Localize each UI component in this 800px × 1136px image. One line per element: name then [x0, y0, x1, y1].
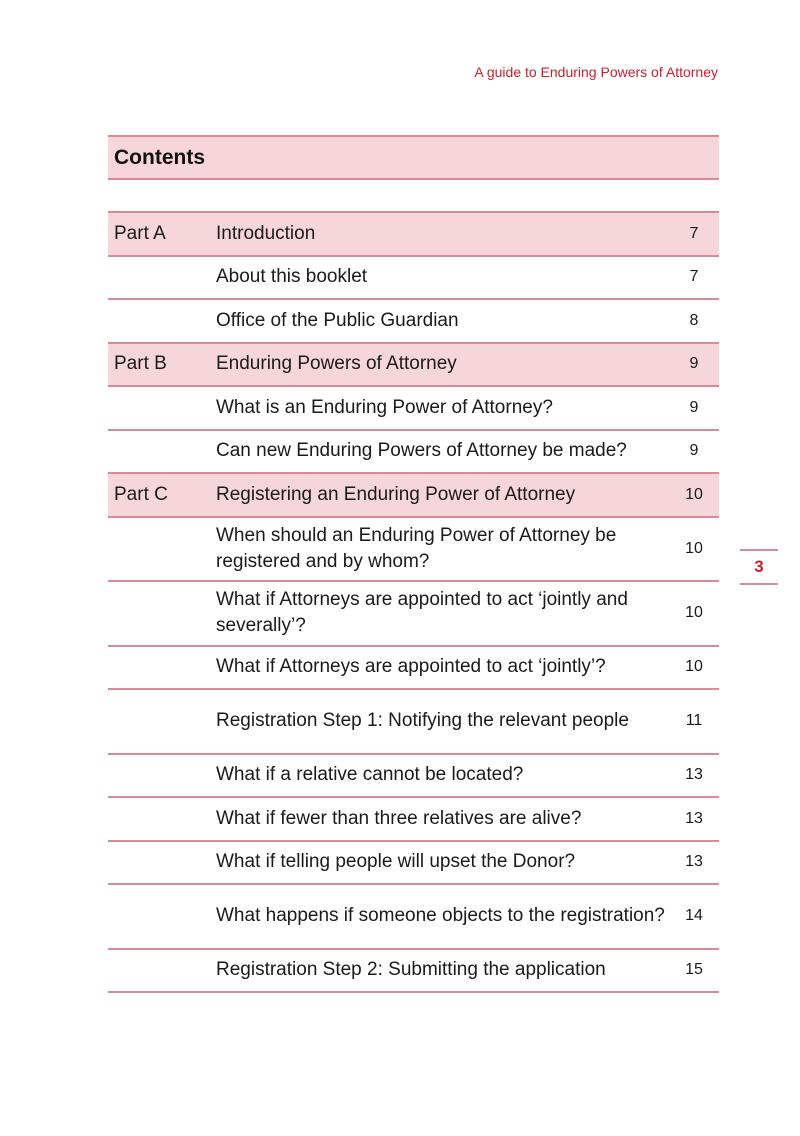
toc-row: [108, 431, 719, 475]
toc-page-number: 10: [685, 485, 703, 503]
toc-row: [108, 387, 719, 431]
toc-page-number: 13: [685, 809, 703, 827]
toc-entry-title: What if a relative cannot be located?: [216, 764, 524, 786]
running-header: A guide to Enduring Powers of Attorney: [474, 64, 718, 80]
toc-entry-title: What if Attorneys are appointed to act ‘jointly and severally’?: [216, 589, 628, 637]
toc-entry-title: Enduring Powers of Attorney: [216, 353, 457, 375]
toc-row: [108, 300, 719, 344]
page-number-tab: 3: [740, 549, 778, 585]
toc-row: [108, 755, 719, 799]
toc-entry-title: What if Attorneys are appointed to act ‘jointly’?: [216, 656, 606, 678]
toc-row: [108, 885, 719, 950]
toc-row: [108, 798, 719, 842]
toc-row: [108, 582, 719, 647]
toc-row: [108, 647, 719, 691]
toc-page-number: 10: [685, 539, 703, 557]
toc-entry-title: What happens if someone objects to the registration?: [216, 905, 665, 927]
toc-entry-title: Registering an Enduring Power of Attorney: [216, 483, 576, 505]
contents-heading-bar: [108, 135, 719, 180]
toc-page-number: 14: [685, 907, 703, 925]
toc-row: [108, 842, 719, 886]
toc-entry-title: Office of the Public Guardian: [216, 309, 459, 331]
toc-page-number: 9: [689, 442, 699, 460]
toc-page-number: 13: [685, 853, 703, 871]
toc-entry-title: What if telling people will upset the Donor?: [216, 851, 576, 873]
toc-page-number: 10: [685, 658, 703, 676]
toc-row: [108, 257, 719, 301]
toc-page-number: 9: [689, 398, 699, 416]
toc-entry-title: Registration Step 1: Notifying the relevant people: [216, 710, 629, 732]
toc-row-part-c: [108, 474, 719, 518]
toc-page-number: 11: [685, 712, 703, 730]
toc-row: [108, 518, 719, 583]
toc-part-label: Part C: [114, 483, 168, 505]
contents-title: Contents: [114, 145, 205, 169]
toc-entry-title: Registration Step 2: Submitting the application: [216, 959, 606, 981]
toc-part-label: Part B: [114, 353, 167, 375]
toc-row-part-a: [108, 213, 719, 257]
toc-page-number: 7: [689, 224, 699, 242]
table-of-contents: [108, 211, 719, 993]
toc-page-number: 15: [685, 961, 703, 979]
toc-row-part-b: [108, 344, 719, 388]
toc-page-number: 13: [685, 766, 703, 784]
toc-page-number: 10: [685, 604, 703, 622]
toc-row: [108, 690, 719, 755]
toc-entry-title: When should an Enduring Power of Attorney be registered and by whom?: [216, 524, 617, 572]
toc-entry-title: What is an Enduring Power of Attorney?: [216, 396, 553, 418]
toc-page-number: 9: [689, 355, 699, 373]
toc-entry-title: About this booklet: [216, 266, 368, 288]
toc-row: [108, 950, 719, 994]
toc-page-number: 7: [689, 268, 699, 286]
toc-entry-title: Can new Enduring Powers of Attorney be made?: [216, 440, 627, 462]
toc-part-label: Part A: [114, 222, 166, 244]
toc-page-number: 8: [689, 311, 699, 329]
toc-entry-title: What if fewer than three relatives are alive?: [216, 807, 582, 829]
toc-entry-title: Introduction: [216, 222, 316, 244]
